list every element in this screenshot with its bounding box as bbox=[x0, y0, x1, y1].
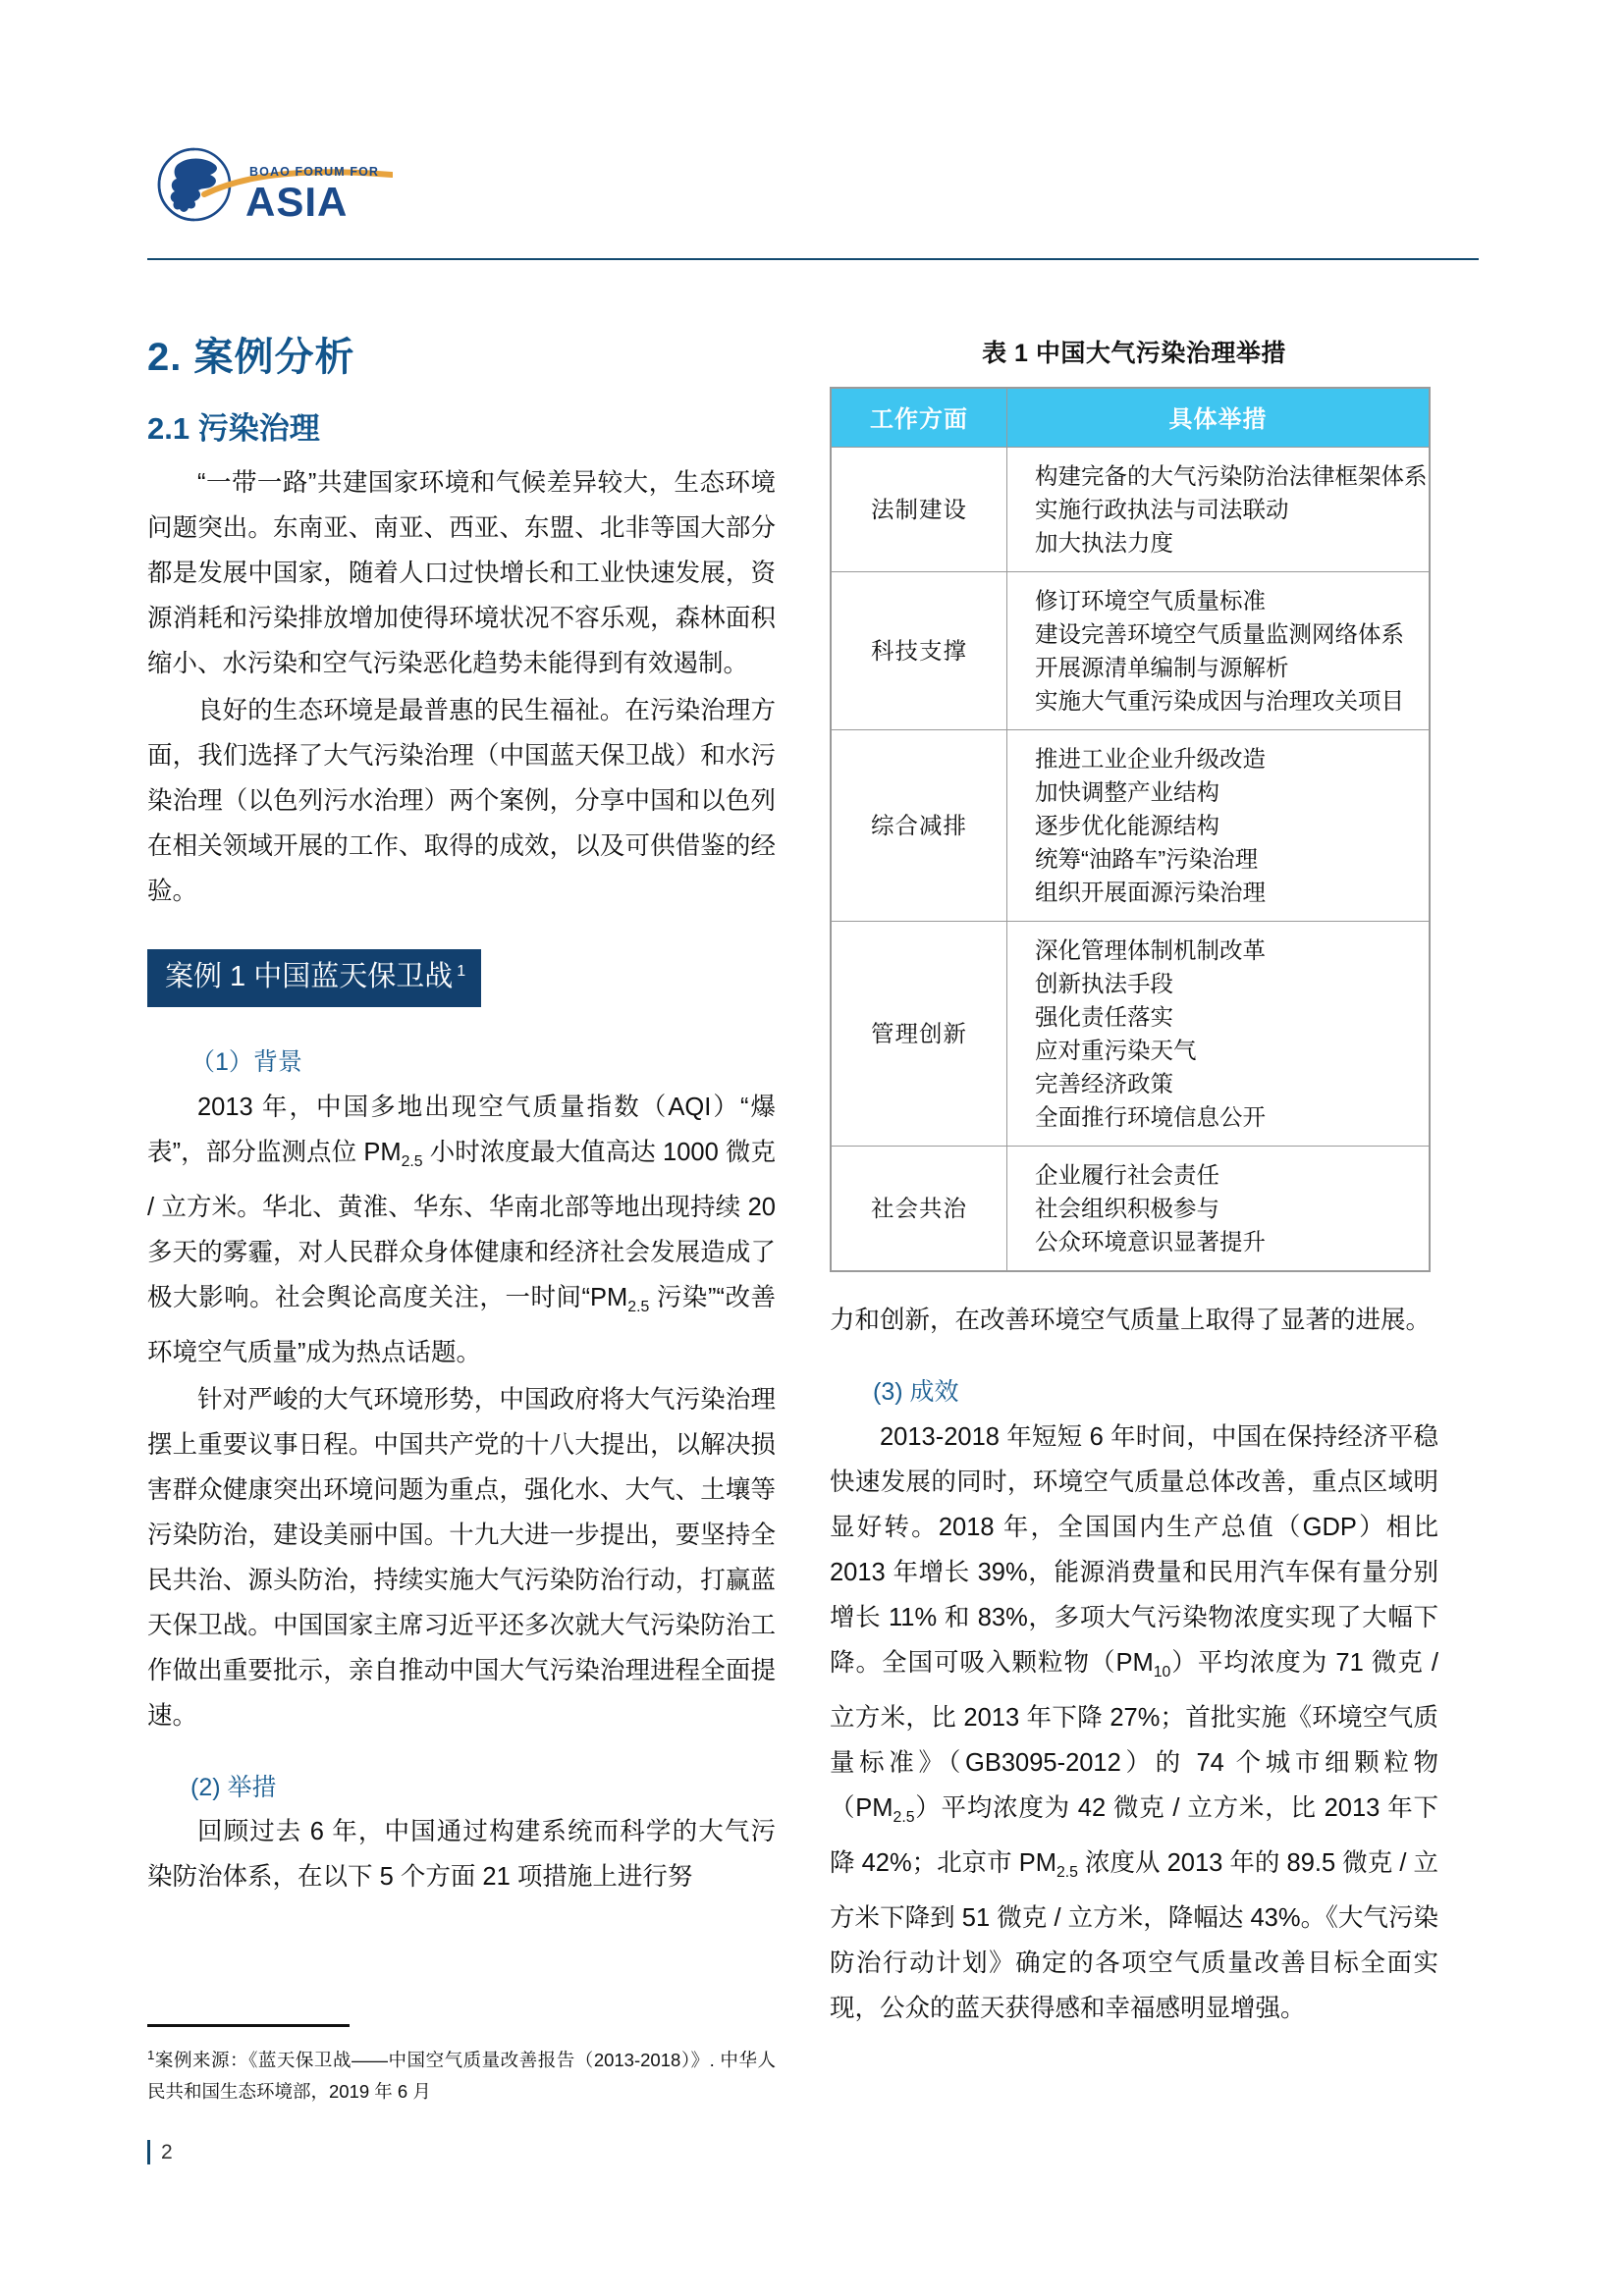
page-number-block bbox=[147, 2140, 173, 2164]
footnote-mark: 1 bbox=[147, 2048, 155, 2062]
page-number-bar bbox=[147, 2140, 150, 2164]
logo-wordmark: ASIA bbox=[245, 179, 349, 225]
table-row bbox=[831, 730, 1430, 922]
table-cell-items bbox=[1007, 572, 1431, 730]
right-column bbox=[830, 334, 1438, 2033]
measure-item: 组织开展面源污染治理 bbox=[1035, 880, 1266, 905]
measure-item: 创新执法手段 bbox=[1035, 971, 1173, 996]
table-header-area: 工作方面 bbox=[831, 388, 1007, 448]
table-cell-area: 管理创新 bbox=[831, 922, 1007, 1147]
measure-item: 强化责任落实 bbox=[1035, 1004, 1173, 1030]
paragraph-background bbox=[147, 1085, 776, 1375]
table-header-row bbox=[831, 388, 1430, 448]
pm10-subscript: 10 bbox=[1153, 1663, 1171, 1681]
measure-item: 逐步优化能源结构 bbox=[1035, 813, 1219, 838]
table-caption: 表 1 中国大气污染治理举措 bbox=[982, 340, 1286, 367]
table-cell-items bbox=[1007, 1147, 1431, 1272]
measure-item: 应对重污染天气 bbox=[1035, 1038, 1197, 1063]
table-row bbox=[831, 448, 1430, 572]
table-cell-items bbox=[1007, 448, 1431, 572]
header-divider bbox=[147, 258, 1479, 260]
table-cell-area: 法制建设 bbox=[831, 448, 1007, 572]
bg-text-c: 污染”“改善环境空气质量”成为热点话题。 bbox=[147, 1283, 776, 1366]
paragraph-intro-1: “一带一路”共建国家环境和气候差异较大，生态环境问题突出。东南亚、南亚、西亚、东盟、北非等国大部分都是发展中国家，随着人口过快增长和工业快速发展，资源消耗和污染排放增加使得环境状况不容乐观，森林面积缩小、水污染和空气污染恶化趋势未能得到有效遏制。 bbox=[147, 469, 776, 678]
footnote-area bbox=[147, 2024, 776, 2108]
paragraph-policy: 针对严峻的大气环境形势，中国政府将大气污染治理摆上重要议事日程。中国共产党的十八大提出，以解决损害群众健康突出环境问题为重点，强化水、大气、土壤等污染防治，建设美丽中国。十九大进一步提出，要坚持全民共治、源头防治，持续实施大气污染防治行动，打赢蓝天保卫战。中国国家主席习近平还多次就大气污染防治工作做出重要批示，亲自推动中国大气污染治理进程全面提速。 bbox=[147, 1385, 776, 1730]
footnote-divider bbox=[147, 2024, 350, 2027]
paragraph-results bbox=[830, 1415, 1438, 2031]
pm25-subscript-2: 2.5 bbox=[627, 1298, 650, 1315]
pm25-subscript-4: 2.5 bbox=[1056, 1863, 1078, 1881]
measure-item: 建设完善环境空气质量监测网络体系 bbox=[1035, 621, 1404, 647]
pm25-subscript-3: 2.5 bbox=[893, 1808, 915, 1826]
measure-item: 实施行政执法与司法联动 bbox=[1035, 497, 1289, 522]
results-text-a: 2013-2018 年短短 6 年时间，中国在保持经济平稳快速发展的同时，环境空气质量总体改善，重点区域明显好转。2018 年，全国国内生产总值（GDP）相比 2013 年增长 39%，能源消费量和民用汽车保有量分别增长 11% 和 83%，多项大气污染物浓度实现了大幅下降。全国可吸入颗粒物（PM bbox=[830, 1422, 1438, 1677]
page-header bbox=[147, 137, 1483, 265]
table-body bbox=[831, 448, 1430, 1272]
paragraph-continued: 力和创新，在改善环境空气质量上取得了显著的进展。 bbox=[830, 1307, 1432, 1334]
case-study-footnote-mark: 1 bbox=[457, 962, 466, 980]
measure-item: 公众环境意识显著提升 bbox=[1035, 1229, 1266, 1255]
footnote-text bbox=[147, 2040, 776, 2108]
logo-tagline: BOAO FORUM FOR bbox=[249, 165, 380, 179]
paragraph-intro-2: 良好的生态环境是最普惠的民生福祉。在污染治理方面，我们选择了大气污染治理（中国蓝天保卫战）和水污染治理（以色列污水治理）两个案例，分享中国和以色列在相关领域开展的工作、取得的成效，以及可供借鉴的经验。 bbox=[147, 697, 776, 906]
table-cell-area: 科技支撑 bbox=[831, 572, 1007, 730]
results-text-b: ）平均浓度为 71 微克 / 立方米，比 2013 年下降 27%；首批实施《环境空气质量标准》（GB3095-2012）的 74 个城市细颗粒物（PM bbox=[830, 1648, 1438, 1822]
table-row bbox=[831, 922, 1430, 1147]
measure-item: 加快调整产业结构 bbox=[1035, 779, 1219, 805]
bg-text-b: 小时浓度最大值高达 1000 微克 / 立方米。华北、黄淮、华东、华南北部等地出现持续 20 多天的雾霾，对人民群众身体健康和经济社会发展造成了极大影响。社会舆论高度关注，一时间“PM bbox=[147, 1138, 777, 1311]
bg-text-a: 2013 年，中国多地出现空气质量指数（AQI）“爆表”，部分监测点位 PM bbox=[147, 1093, 776, 1166]
pm25-subscript-1: 2.5 bbox=[401, 1152, 423, 1170]
case-study-banner bbox=[147, 949, 481, 1007]
measure-item: 统筹“油路车”污染治理 bbox=[1035, 846, 1259, 872]
measure-item: 社会组织积极参与 bbox=[1035, 1196, 1219, 1221]
table-cell-items bbox=[1007, 730, 1431, 922]
measure-item: 开展源清单编制与源解析 bbox=[1035, 655, 1289, 680]
table-cell-area: 社会共治 bbox=[831, 1147, 1007, 1272]
measure-item: 实施大气重污染成因与治理攻关项目 bbox=[1035, 688, 1404, 714]
page-number: 2 bbox=[161, 2140, 173, 2163]
subsection-title: 2.1 污染治理 bbox=[147, 411, 320, 446]
left-column bbox=[147, 334, 776, 1901]
table-header-items: 具体举措 bbox=[1007, 388, 1431, 448]
footnote-body: 案例来源：《蓝天保卫战——中国空气质量改善报告（2013-2018）》. 中华人民共和国生态环境部，2019 年 6 月 bbox=[147, 2050, 776, 2103]
table-row bbox=[831, 1147, 1430, 1272]
measure-item: 完善经济政策 bbox=[1035, 1071, 1173, 1096]
section-title: 2. 案例分析 bbox=[147, 336, 355, 379]
heading-background: （1）背景 bbox=[190, 1048, 302, 1077]
measure-item: 构建完备的大气污染防治法律框架体系 bbox=[1035, 463, 1428, 489]
heading-measures: (2) 举措 bbox=[190, 1773, 277, 1801]
table-cell-area: 综合减排 bbox=[831, 730, 1007, 922]
measure-item: 深化管理体制机制改革 bbox=[1035, 937, 1266, 963]
measure-item: 企业履行社会责任 bbox=[1035, 1162, 1219, 1188]
table-cell-items bbox=[1007, 922, 1431, 1147]
boao-forum-logo bbox=[147, 137, 1483, 231]
heading-results: (3) 成效 bbox=[873, 1378, 959, 1406]
measure-item: 全面推行环境信息公开 bbox=[1035, 1104, 1266, 1130]
measures-table bbox=[830, 387, 1431, 1272]
results-text-d: 浓度从 2013 年的 89.5 微克 / 立方米下降到 51 微克 / 立方米，降幅达 43%。《大气污染防治行动计划》确定的各项空气质量改善目标全面实现，公众的蓝天获得感和幸福感明显增强。 bbox=[830, 1848, 1438, 2022]
results-text-c: ）平均浓度为 42 微克 / 立方米，比 2013 年下降 42%；北京市 PM bbox=[830, 1793, 1438, 1877]
measure-item: 加大执法力度 bbox=[1035, 530, 1173, 556]
table-row bbox=[831, 572, 1430, 730]
measure-item: 推进工业企业升级改造 bbox=[1035, 746, 1266, 772]
paragraph-measures: 回顾过去 6 年，中国通过构建系统而科学的大气污染防治体系，在以下 5 个方面 21 项措施上进行努 bbox=[147, 1818, 776, 1892]
case-study-label: 案例 1 中国蓝天保卫战 bbox=[165, 961, 454, 993]
measure-item: 修订环境空气质量标准 bbox=[1035, 588, 1266, 614]
boao-forum-logo-icon bbox=[147, 137, 393, 231]
